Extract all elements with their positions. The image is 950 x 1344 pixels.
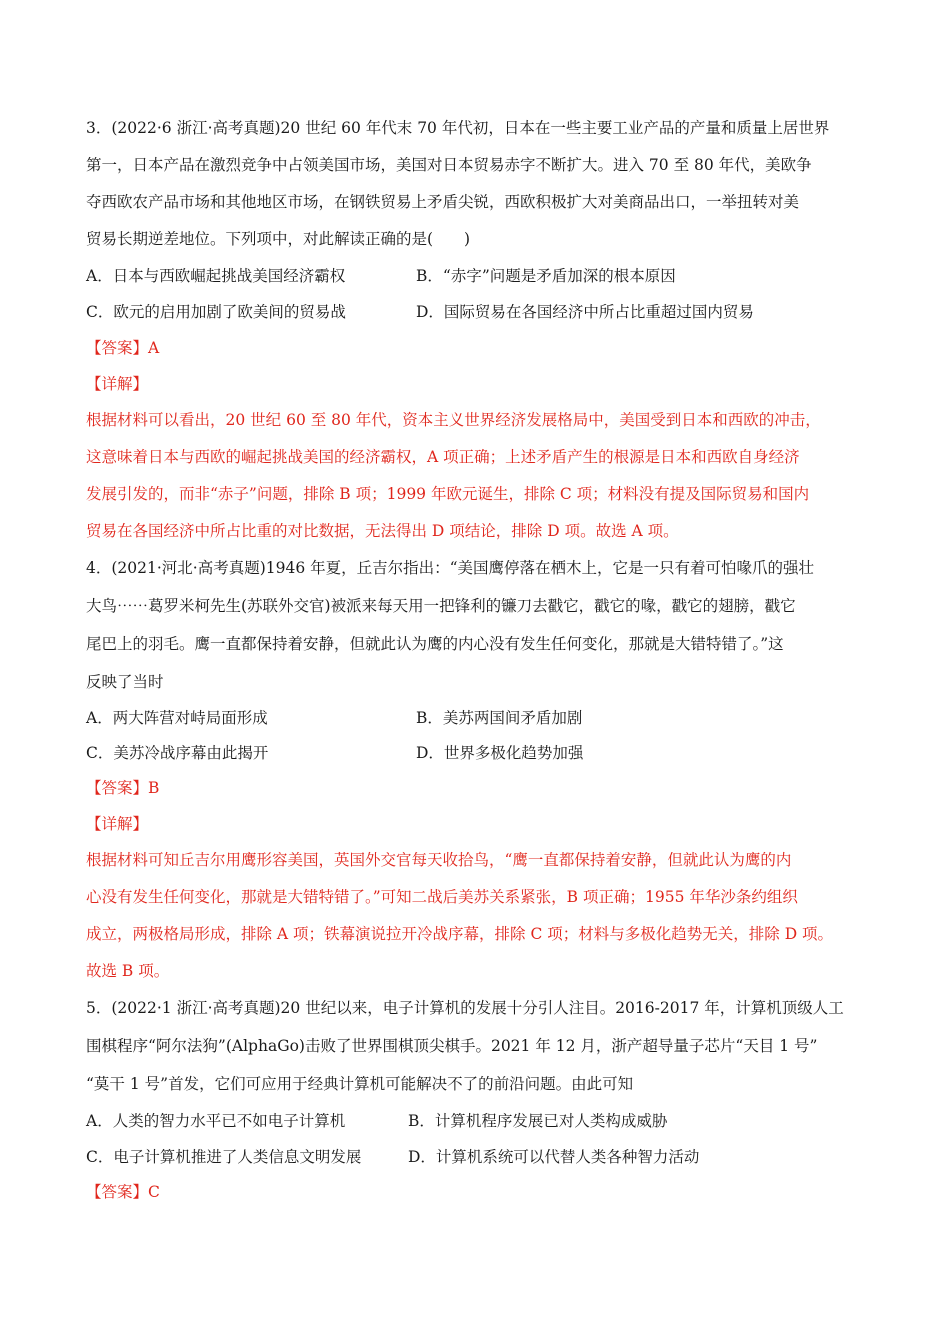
q3-option-d: D．国际贸易在各国经济中所占比重超过国内贸易 (416, 303, 754, 321)
q3-option-a: A．日本与西欧崛起挑战美国经济霸权 (86, 267, 346, 285)
q4-stem-line-4: 反映了当时 (86, 673, 164, 691)
q5-option-c: C．电子计算机推进了人类信息文明发展 (86, 1148, 362, 1166)
q5-stem-line-3: “莫干 1 号”首发，它们可应用于经典计算机可能解决不了的前沿问题。由此可知 (86, 1075, 634, 1093)
q5-stem-line-1: 5．(2022·1 浙江·高考真题)20 世纪以来，电子计算机的发展十分引人注目。2016-2017 年，计算机顶级人工 (86, 999, 844, 1017)
q4-detail-line-3: 成立，两极格局形成，排除 A 项；铁幕演说拉开冷战序幕，排除 C 项；材料与多极化趋势无关，排除 D 项。 (86, 925, 834, 943)
q3-stem-line-4: 贸易长期逆差地位。下列项中，对此解读正确的是( ) (86, 230, 471, 248)
q5-option-b: B．计算机程序发展已对人类构成威胁 (408, 1112, 668, 1130)
q3-stem-line-1: 3．(2022·6 浙江·高考真题)20 世纪 60 年代末 70 年代初，日本在一些主要工业产品的产量和质量上居世界 (86, 119, 830, 137)
q3-option-c: C．欧元的启用加剧了欧美间的贸易战 (86, 303, 346, 321)
q3-stem-line-2: 第一，日本产品在激烈竞争中占领美国市场，美国对日本贸易赤字不断扩大。进入 70 至 80 年代，美欧争 (86, 156, 812, 174)
q4-option-b: B．美苏两国间矛盾加剧 (416, 709, 583, 727)
q4-option-d: D．世界多极化趋势加强 (416, 744, 584, 762)
q3-detail-line-4: 贸易在各国经济中所占比重的对比数据，无法得出 D 项结论，排除 D 项。故选 A 项。 (86, 522, 679, 540)
q3-stem-line-3: 夺西欧农产品市场和其他地区市场，在钢铁贸易上矛盾尖锐，西欧积极扩大对美商品出口，一举扭转对美 (86, 193, 800, 211)
q5-option-a: A．人类的智力水平已不如电子计算机 (86, 1112, 346, 1130)
q4-stem-line-2: 大鸟⋯⋯葛罗米柯先生(苏联外交官)被派来每天用一把锋利的镰刀去戳它，戳它的喙，戳它的翅膀，戳它 (86, 597, 796, 615)
q5-answer: 【答案】C (86, 1183, 160, 1201)
q3-detail-label: 【详解】 (86, 375, 149, 393)
q3-detail-line-2: 这意味着日本与西欧的崛起挑战美国的经济霸权，A 项正确；上述矛盾产生的根源是日本和西欧自身经济 (86, 448, 800, 466)
q3-answer: 【答案】A (86, 339, 160, 357)
q4-detail-label: 【详解】 (86, 815, 149, 833)
q4-detail-line-2: 心没有发生任何变化，那就是大错特错了。”可知二战后美苏关系紧张，B 项正确；1955 年华沙条约组织 (86, 888, 798, 906)
q4-option-c: C．美苏冷战序幕由此揭开 (86, 744, 269, 762)
q3-detail-line-1: 根据材料可以看出，20 世纪 60 至 80 年代，资本主义世界经济发展格局中，美国受到日本和西欧的冲击， (86, 411, 821, 429)
q4-detail-line-4: 故选 B 项。 (86, 962, 170, 980)
q3-detail-line-3: 发展引发的，而非“赤子”问题，排除 B 项；1999 年欧元诞生，排除 C 项；材料没有提及国际贸易和国内 (86, 485, 810, 503)
q3-option-b: B．“赤字”问题是矛盾加深的根本原因 (416, 267, 676, 285)
q5-option-d: D．计算机系统可以代替人类各种智力活动 (408, 1148, 700, 1166)
q4-option-a: A．两大阵营对峙局面形成 (86, 709, 268, 727)
q5-stem-line-2: 围棋程序“阿尔法狗”(AlphaGo)击败了世界围棋顶尖棋手。2021 年 12 月，浙产超导量子芯片“天目 1 号” (86, 1037, 818, 1055)
q4-stem-line-1: 4．(2021·河北·高考真题)1946 年夏，丘吉尔指出：“美国鹰停落在栖木上，它是一只有着可怕喙爪的强壮 (86, 559, 815, 577)
q4-stem-line-3: 尾巴上的羽毛。鹰一直都保持着安静，但就此认为鹰的内心没有发生任何变化，那就是大错特错了。”这 (86, 635, 784, 653)
q4-answer: 【答案】B (86, 779, 160, 797)
q4-detail-line-1: 根据材料可知丘吉尔用鹰形容美国，英国外交官每天收拾鸟，“鹰一直都保持着安静，但就此认为鹰的内 (86, 851, 792, 869)
